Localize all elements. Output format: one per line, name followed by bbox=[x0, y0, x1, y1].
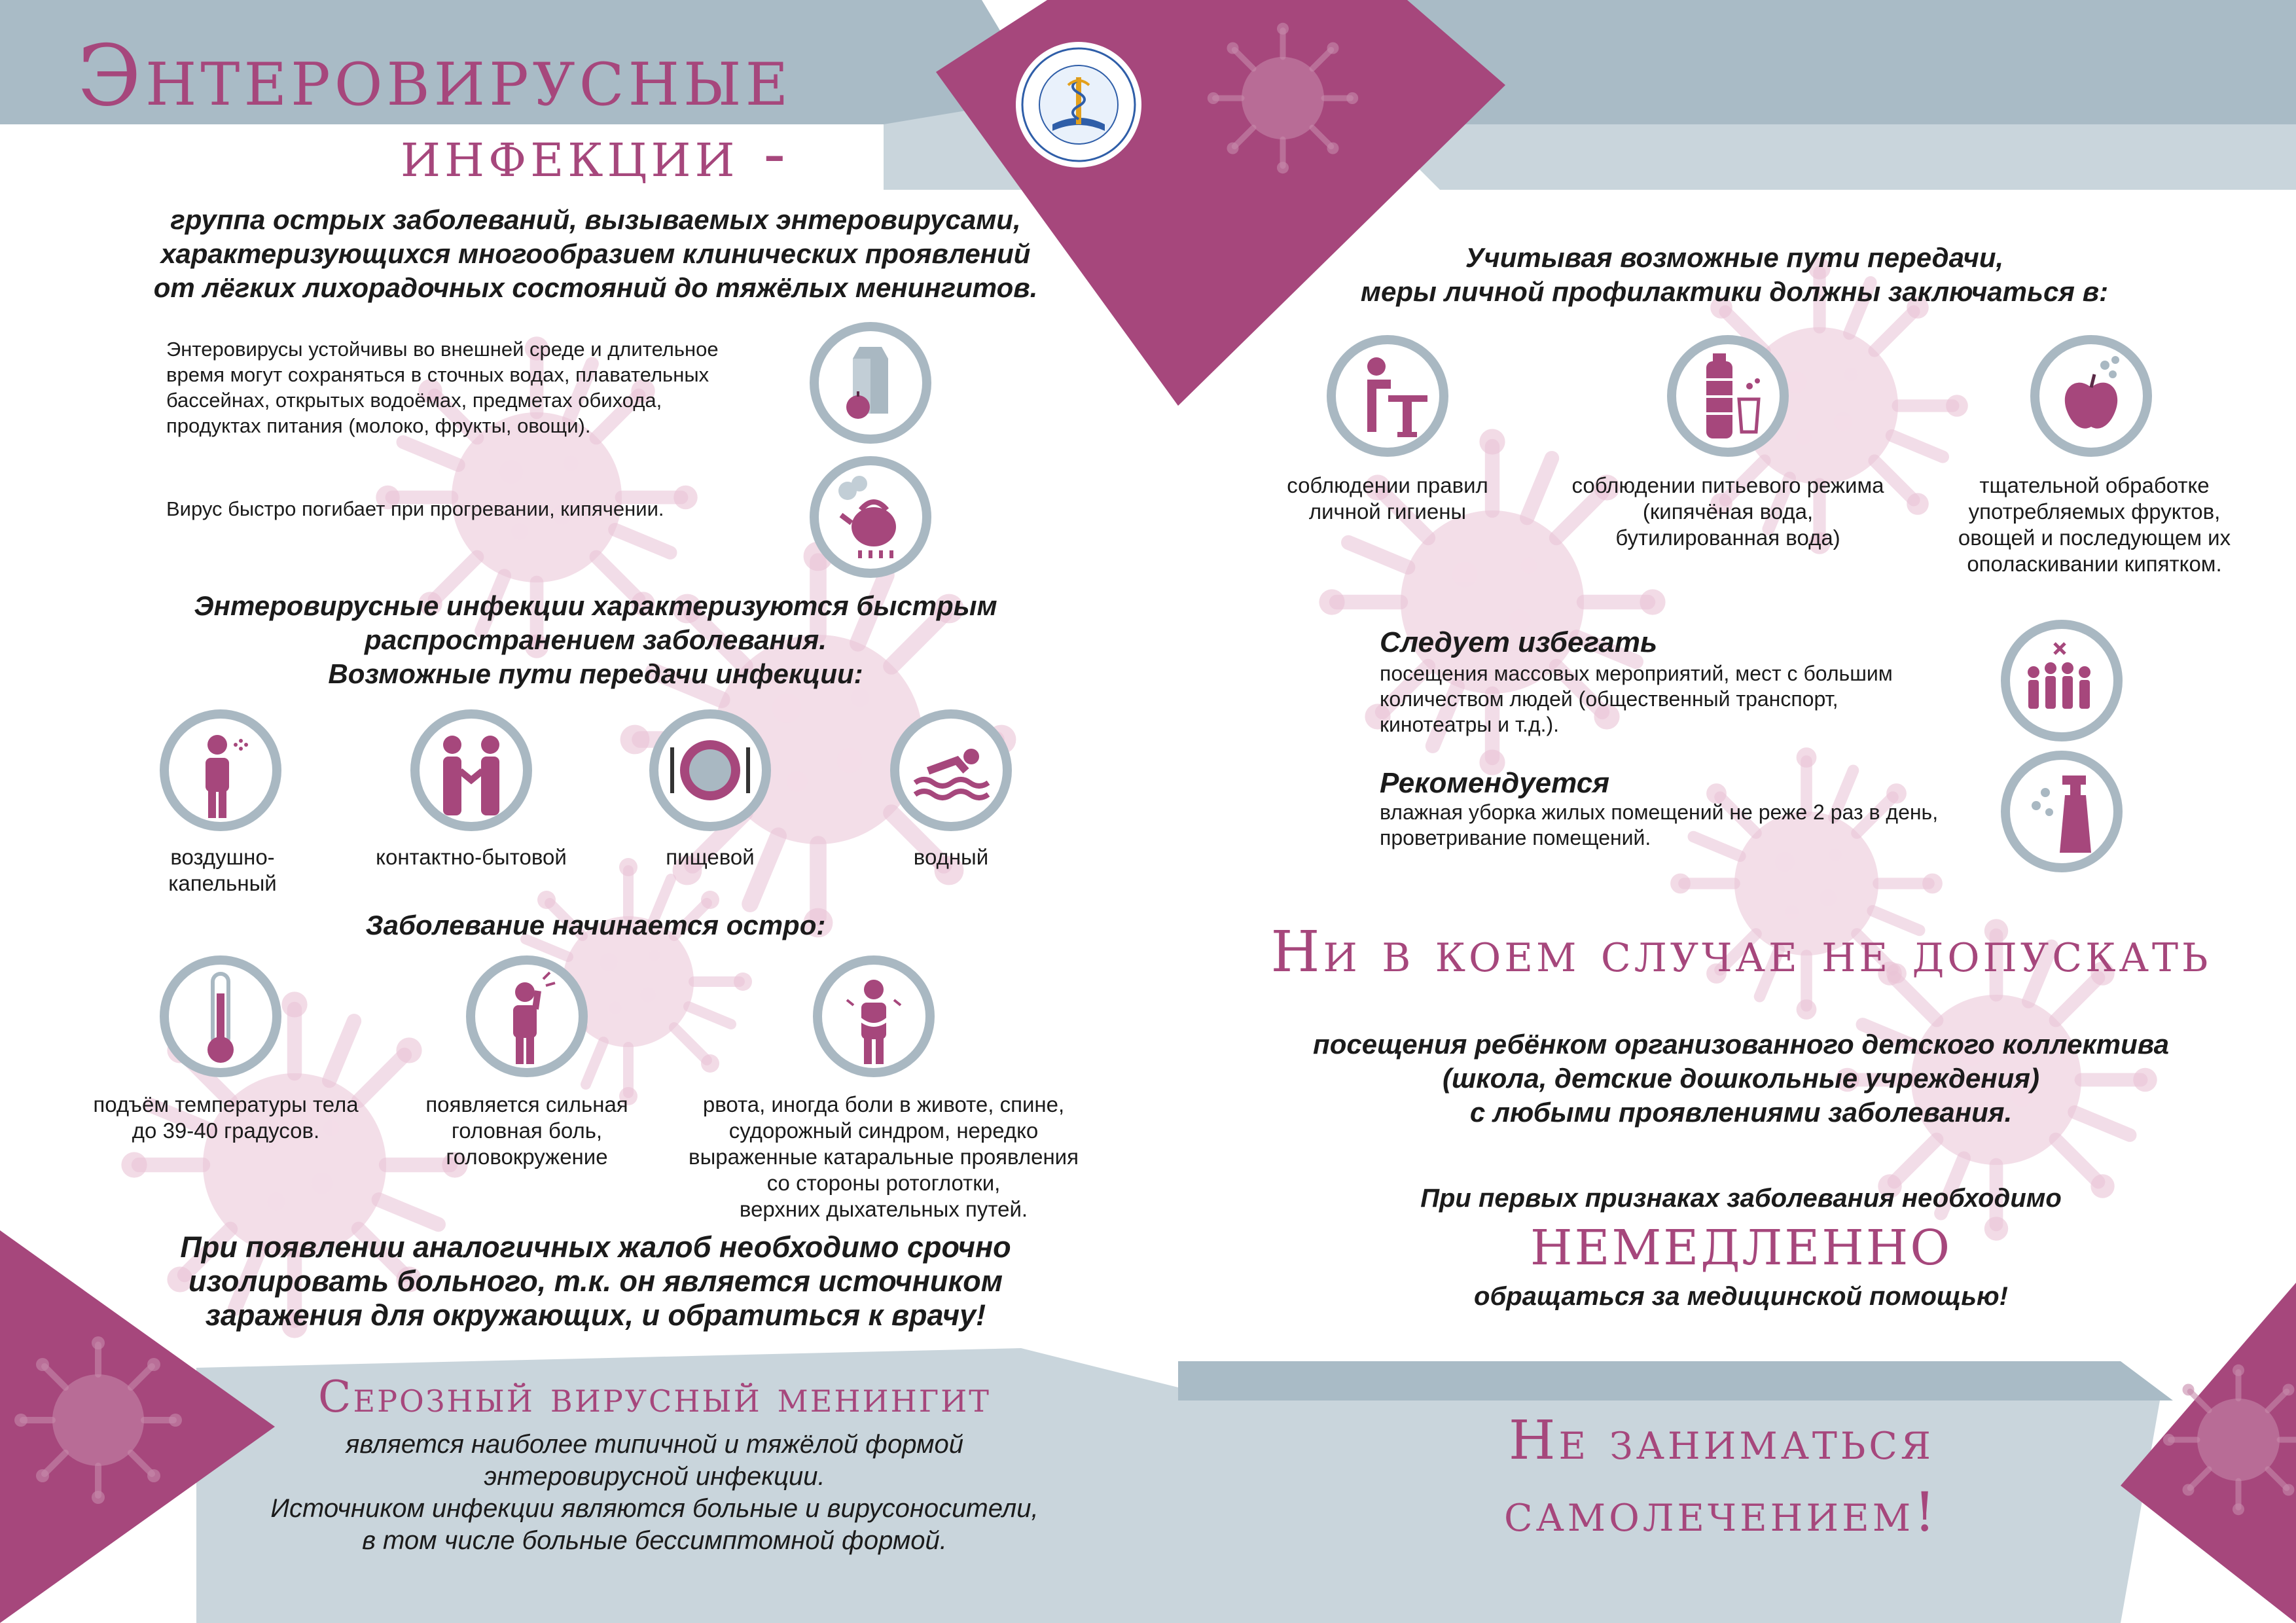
meningitis-line: Источником инфекции являются больные и вирусоносители, bbox=[270, 1494, 1039, 1523]
route-label-food bbox=[612, 844, 808, 870]
kettle-icon bbox=[808, 455, 933, 579]
meningitis-line: является наиболее типичной и тяжёлой формой bbox=[345, 1430, 964, 1459]
symptom-label-temperature bbox=[75, 1092, 376, 1144]
measure-label-fruits bbox=[1937, 473, 2251, 577]
avoid-line: кинотеатры и т.д.). bbox=[1380, 713, 1560, 736]
spread-heading bbox=[79, 589, 1113, 691]
symptom-label-line: появляется сильная bbox=[425, 1092, 628, 1116]
plate-icon bbox=[648, 708, 772, 832]
route-label-line: воздушно- bbox=[170, 845, 275, 869]
measure-label-line: овощей и последующем их bbox=[1958, 526, 2231, 550]
spread-heading-line: Энтеровирусные инфекции характеризуются быстрым bbox=[194, 590, 997, 621]
symptom-label-line: головокружение bbox=[446, 1145, 608, 1169]
measure-label-line: соблюдении питьевого режима bbox=[1571, 473, 1884, 497]
symptom-label-line: головная боль, bbox=[451, 1118, 603, 1143]
meningitis-title: Серозный вирусный менингит bbox=[318, 1372, 991, 1422]
never-line: с любыми проявлениями заболевания. bbox=[1469, 1097, 2013, 1128]
first-signs-text: При первых признаках заболевания необходимо bbox=[1420, 1184, 2062, 1213]
route-label-line: пищевой bbox=[666, 845, 755, 869]
never-title: Ни в коем случае не допускать bbox=[1270, 919, 2212, 985]
definition-line: характеризующихся многообразием клинических проявлений bbox=[160, 238, 1031, 269]
seek-help-text: обращаться за медицинской помощью! bbox=[1474, 1282, 2008, 1311]
route-label-water bbox=[853, 844, 1049, 870]
avoid-title: Следует избегать bbox=[1380, 626, 1658, 658]
symptom-label-headache bbox=[396, 1092, 658, 1170]
route-label-line: водный bbox=[913, 845, 989, 869]
spread-heading-line: Возможные пути передачи инфекции: bbox=[328, 658, 863, 689]
recommend-line: проветривание помещений. bbox=[1380, 826, 1651, 849]
cough-icon bbox=[158, 708, 283, 832]
measure-label-hygiene bbox=[1257, 473, 1518, 525]
logo-emblem-icon bbox=[1013, 39, 1144, 170]
water-bottle-icon bbox=[1666, 334, 1790, 458]
symptom-label-line: судорожный синдром, нередко bbox=[728, 1118, 1039, 1143]
main-title-line2: инфекции - bbox=[401, 115, 790, 192]
thermometer-icon bbox=[158, 954, 283, 1079]
handwash-icon bbox=[1325, 334, 1450, 458]
immediately-text: НЕМЕДЛЕННО bbox=[1530, 1220, 1952, 1276]
heat-text: Вирус быстро погибает при прогревании, кипячении. bbox=[166, 497, 664, 520]
route-label-airborne bbox=[124, 844, 321, 897]
definition-line: от лёгких лихорадочных состояний до тяжёлых менингитов. bbox=[153, 272, 1038, 303]
never-line: посещения ребёнком организованного детского коллектива bbox=[1313, 1029, 2169, 1060]
meningitis-line: в том числе больные бессимптомной формой. bbox=[362, 1526, 947, 1555]
recommend-line: влажная уборка жилых помещений не реже 2 раз в день, bbox=[1380, 800, 1939, 824]
prevention-heading-line: меры личной профилактики должны заключаться в: bbox=[1360, 276, 2109, 307]
measure-label-line: ополаскивании кипятком. bbox=[1967, 552, 2222, 576]
symptom-label-line: до 39-40 градусов. bbox=[132, 1118, 320, 1143]
resistance-line: продуктах питания (молоко, фрукты, овощи). bbox=[166, 414, 591, 437]
measure-label-line: (кипячёная вода, bbox=[1642, 499, 1814, 524]
route-label-line: контактно-бытовой bbox=[376, 845, 567, 869]
spread-heading-line: распространением заболевания. bbox=[365, 624, 827, 655]
isolate-line: заражения для окружающих, и обратиться к врачу! bbox=[205, 1298, 986, 1332]
stomach-ache-icon bbox=[812, 954, 936, 1079]
meningitis-text bbox=[196, 1429, 1113, 1557]
apple-icon bbox=[2029, 334, 2153, 458]
prevention-heading-line: Учитывая возможные пути передачи, bbox=[1465, 242, 2004, 273]
symptom-label-line: подъём температуры тела bbox=[93, 1092, 359, 1116]
route-label-line: капельный bbox=[168, 871, 277, 895]
definition-line: группа острых заболеваний, вызываемых энтеровирусами, bbox=[170, 204, 1021, 235]
main-title-line1: Энтеровирусные bbox=[77, 27, 793, 125]
resistance-line: Энтеровирусы устойчивы во внешней среде и длительное bbox=[166, 338, 719, 361]
recommend-text bbox=[1380, 800, 1995, 851]
isolate-line: изолировать больного, т.к. он является источником bbox=[188, 1264, 1003, 1298]
avoid-text bbox=[1380, 661, 1969, 738]
measure-label-line: употребляемых фруктов, bbox=[1968, 499, 2221, 524]
measure-label-drinking bbox=[1551, 473, 1905, 551]
resistance-line: время могут сохраняться в сточных водах, плавательных bbox=[166, 363, 709, 386]
resistance-line: бассейнах, открытых водоёмах, предметах обихода, bbox=[166, 389, 662, 412]
no-self-treatment-line1: Не заниматься bbox=[1509, 1410, 1934, 1472]
recommend-title: Рекомендуется bbox=[1380, 767, 1610, 799]
measure-label-line: тщательной обработке bbox=[1979, 473, 2210, 497]
swimmer-icon bbox=[889, 708, 1013, 832]
measure-label-line: личной гигиены bbox=[1308, 499, 1467, 524]
milk-carton-icon bbox=[808, 321, 933, 445]
measure-label-line: бутилированная вода) bbox=[1615, 526, 1840, 550]
measure-label-line: соблюдении правил bbox=[1287, 473, 1488, 497]
definition-text bbox=[79, 203, 1113, 305]
avoid-line: количеством людей (общественный транспорт, bbox=[1380, 687, 1839, 711]
symptom-label-line: верхних дыхательных путей. bbox=[739, 1197, 1028, 1221]
resistance-text bbox=[166, 336, 768, 438]
symptom-label-line: выраженные катаральные проявления bbox=[689, 1145, 1079, 1169]
route-label-contact bbox=[340, 844, 602, 870]
symptom-label-vomiting bbox=[668, 1092, 1100, 1222]
onset-heading: Заболевание начинается остро: bbox=[365, 910, 826, 940]
meningitis-line: энтеровирусной инфекции. bbox=[484, 1462, 825, 1491]
prevention-heading bbox=[1244, 241, 2225, 309]
never-line: (школа, детские дошкольные учреждения) bbox=[1442, 1063, 2040, 1094]
avoid-line: посещения массовых мероприятий, мест с большим bbox=[1380, 662, 1893, 685]
spray-bottle-icon bbox=[2000, 749, 2124, 874]
logo bbox=[1013, 39, 1144, 170]
headache-icon bbox=[465, 954, 589, 1079]
no-self-treatment-line2: самолечением! bbox=[1503, 1482, 1939, 1544]
crowd-icon bbox=[2000, 618, 2124, 743]
isolate-text bbox=[79, 1230, 1113, 1332]
handshake-icon bbox=[409, 708, 533, 832]
isolate-line: При появлении аналогичных жалоб необходимо срочно bbox=[180, 1230, 1011, 1264]
symptom-label-line: со стороны ротоглотки, bbox=[766, 1171, 1001, 1195]
never-text bbox=[1230, 1027, 2251, 1130]
symptom-label-line: рвота, иногда боли в животе, спине, bbox=[702, 1092, 1065, 1116]
